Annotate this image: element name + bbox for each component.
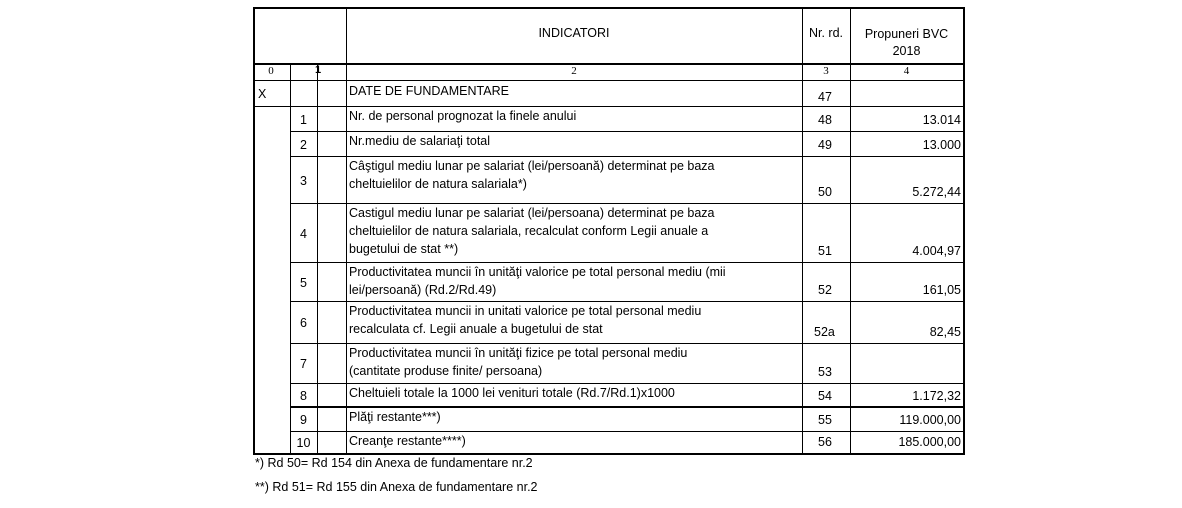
row-indicator-text: (cantitate produse finite/ persoana) [349,364,543,378]
row-nr: 10 [296,436,311,450]
row-nr-rd: 50 [818,185,832,199]
row-indicator-text: bugetului de stat **) [349,242,459,256]
index-col-3: 3 [823,65,829,77]
row-value: 185.000,00 [898,435,961,449]
index-col-4: 4 [903,65,910,77]
row-nr-rd: 54 [818,389,832,403]
row-nr-rd: 51 [818,244,832,258]
section-rd: 47 [818,90,832,104]
section-marker: X [258,87,267,101]
row-value: 1.172,32 [912,389,961,403]
row-indicator-text: Nr.mediu de salariaţi total [349,134,491,148]
row-indicator-text: recalculata cf. Legii anuale a bugetului de stat [349,322,603,336]
row-indicator-text: cheltuielilor de natura salariala*) [349,177,527,191]
row-value: 119.000,00 [899,413,961,427]
row-value: 13.014 [922,113,961,127]
row-indicator-text: Nr. de personal prognozat la finele anului [349,109,577,123]
row-nr-rd: 49 [818,138,832,152]
row-indicator-text: Productivitatea muncii în unităţi fizice pe total personal mediu [349,346,688,360]
row-nr: 1 [300,113,307,127]
row-nr-rd: 55 [818,413,832,427]
header-indicatori: INDICATORI [538,26,610,40]
row-nr: 2 [300,138,307,152]
index-row-bottom [253,80,963,81]
row-nr: 5 [300,276,307,290]
header-propuneri-line1: Propuneri BVC [864,27,949,41]
row-nr: 7 [300,357,307,371]
row-nr: 9 [300,413,307,427]
row-value: 4.004,97 [912,244,961,258]
index-col-1: 1 [314,64,322,76]
frame-top [253,7,965,9]
col-3 [802,63,803,453]
row-indicator-text: Cheltuieli totale la 1000 lei venituri totale (Rd.7/Rd.1)x1000 [349,386,675,400]
row-nr-rd: 48 [818,113,832,127]
row-value: 13.000 [922,138,961,152]
row-indicator-text: Creanţe restante****) [349,434,466,448]
row-nr: 6 [300,316,307,330]
row-nr: 8 [300,389,307,403]
row-nr: 3 [300,174,307,188]
row-value: 5.272,44 [912,185,961,199]
row-indicator-text: Câştigul mediu lunar pe salariat (lei/persoană) determinat pe baza [349,159,715,173]
row-nr-rd: 52a [814,325,835,339]
section-title: DATE DE FUNDAMENTARE [349,84,509,98]
row-nr: 4 [300,227,307,241]
index-col-0: 0 [268,65,274,77]
footnote-2: **) Rd 51= Rd 155 din Anexa de fundamentare nr.2 [255,480,538,494]
row-value: 82,45 [929,325,961,339]
row-indicator-text: Castigul mediu lunar pe salariat (lei/persoana) determinat pe baza [349,206,715,220]
section-row-bottom-left [253,106,290,107]
index-col-2: 2 [571,65,577,77]
row-value: 161,05 [922,283,961,297]
row-indicator-text: Plăţi restante***) [349,410,441,424]
col-2 [346,63,347,453]
header-nr-rd: Nr. rd. [808,26,844,40]
row-indicator-text: Productivitatea muncii in unitati valorice pe total personal mediu [349,304,702,318]
header-propuneri-line2: 2018 [892,44,921,58]
row-indicator-text: Productivitatea muncii în unităţi valorice pe total personal mediu (mii [349,265,726,279]
row-indicator-text: lei/persoană) (Rd.2/Rd.49) [349,283,497,297]
row-nr-rd: 52 [818,283,832,297]
col-1b [317,63,318,453]
frame-right [963,7,965,455]
footnote-1: *) Rd 50= Rd 154 din Anexa de fundamentare nr.2 [255,456,533,470]
row-indicator-text: cheltuielilor de natura salariala, recalculat conform Legii anuale a [349,224,709,238]
row-nr-rd: 56 [818,435,832,449]
row-nr-rd: 53 [818,365,832,379]
